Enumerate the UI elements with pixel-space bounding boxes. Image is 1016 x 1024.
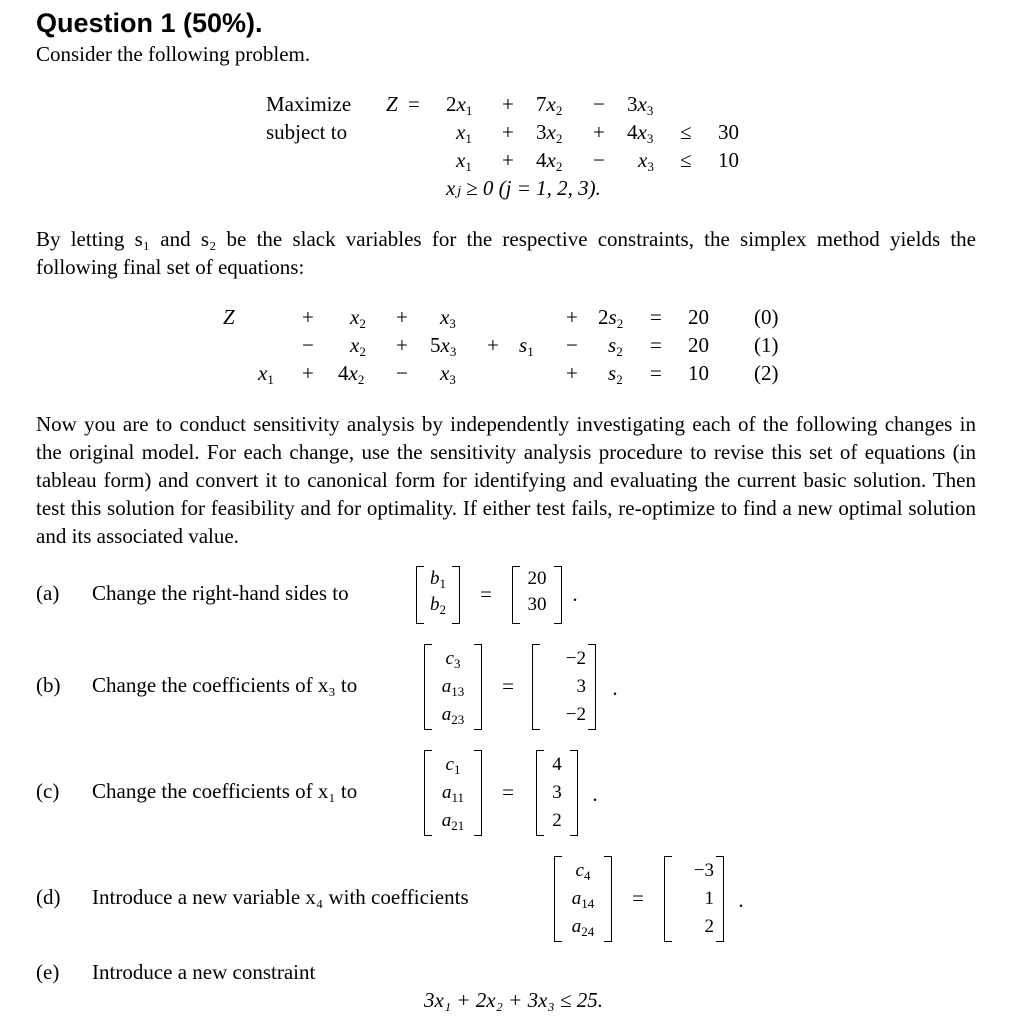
analysis-paragraph: Now you are to conduct sensitivity analysis by independently investigating each of the following changes in the original model. For each change, use the sensitivity analysis procedure to revise this set of equations (in tableau form) and convert it to canonical form for identifying and evaluating the current basic solution. Then test this solution for feasibility and for optimality. If either test fails, re-optimize to find a new optimal solution and its associated value. [36, 412, 976, 548]
part-d-value-2: 1 [704, 888, 714, 909]
part-a-value-2: 30 [527, 594, 547, 615]
part-c-value-3: 2 [552, 810, 562, 831]
intro-text: Consider the following problem. [36, 42, 311, 66]
part-label: (a) [36, 581, 60, 605]
slack-paragraph: By letting s₁ and s₂ be the slack variables for the respective constraints, the simplex method yields the following final set of equations: [36, 227, 976, 279]
rhs-1: 20 [688, 333, 709, 357]
eq-label-0: (0) [754, 305, 779, 329]
part-c-value-2: 3 [552, 782, 562, 803]
part-text: Introduce a new constraint [92, 960, 316, 984]
eq-label-2: (2) [754, 361, 779, 385]
part-text: Change the coefficients of x₃ to [92, 673, 358, 697]
part-c-value-1: 4 [552, 754, 562, 775]
part-b-value-3: −2 [565, 704, 586, 725]
question-title: Question 1 (50%). [36, 8, 263, 38]
part-label: (b) [36, 673, 61, 697]
eq-label-1: (1) [754, 333, 779, 357]
rhs-2: 10 [688, 361, 709, 385]
part-label: (d) [36, 885, 61, 909]
maximize-label: Maximize [266, 92, 352, 116]
part-label: (c) [36, 779, 60, 803]
part-b-value-2: 3 [576, 676, 586, 697]
part-text: Change the coefficients of x₁ to [92, 779, 358, 803]
part-a-value-1: 20 [527, 568, 547, 589]
part-b-value-1: −2 [565, 648, 586, 669]
part-text: Introduce a new variable x₄ with coefficients [92, 885, 469, 909]
rhs-0: 20 [688, 305, 709, 329]
part-text: Change the right-hand sides to [92, 581, 349, 605]
subject-to-label: subject to [266, 120, 348, 144]
part-d-value-1: −3 [693, 860, 714, 881]
nonnegativity-constraint: xⱼ ≥ 0 (j = 1, 2, 3). [446, 176, 601, 200]
part-label: (e) [36, 960, 60, 984]
part-d-value-3: 2 [704, 916, 714, 937]
new-constraint: 3x₁ + 2x₂ + 3x₃ ≤ 25. [424, 988, 603, 1012]
